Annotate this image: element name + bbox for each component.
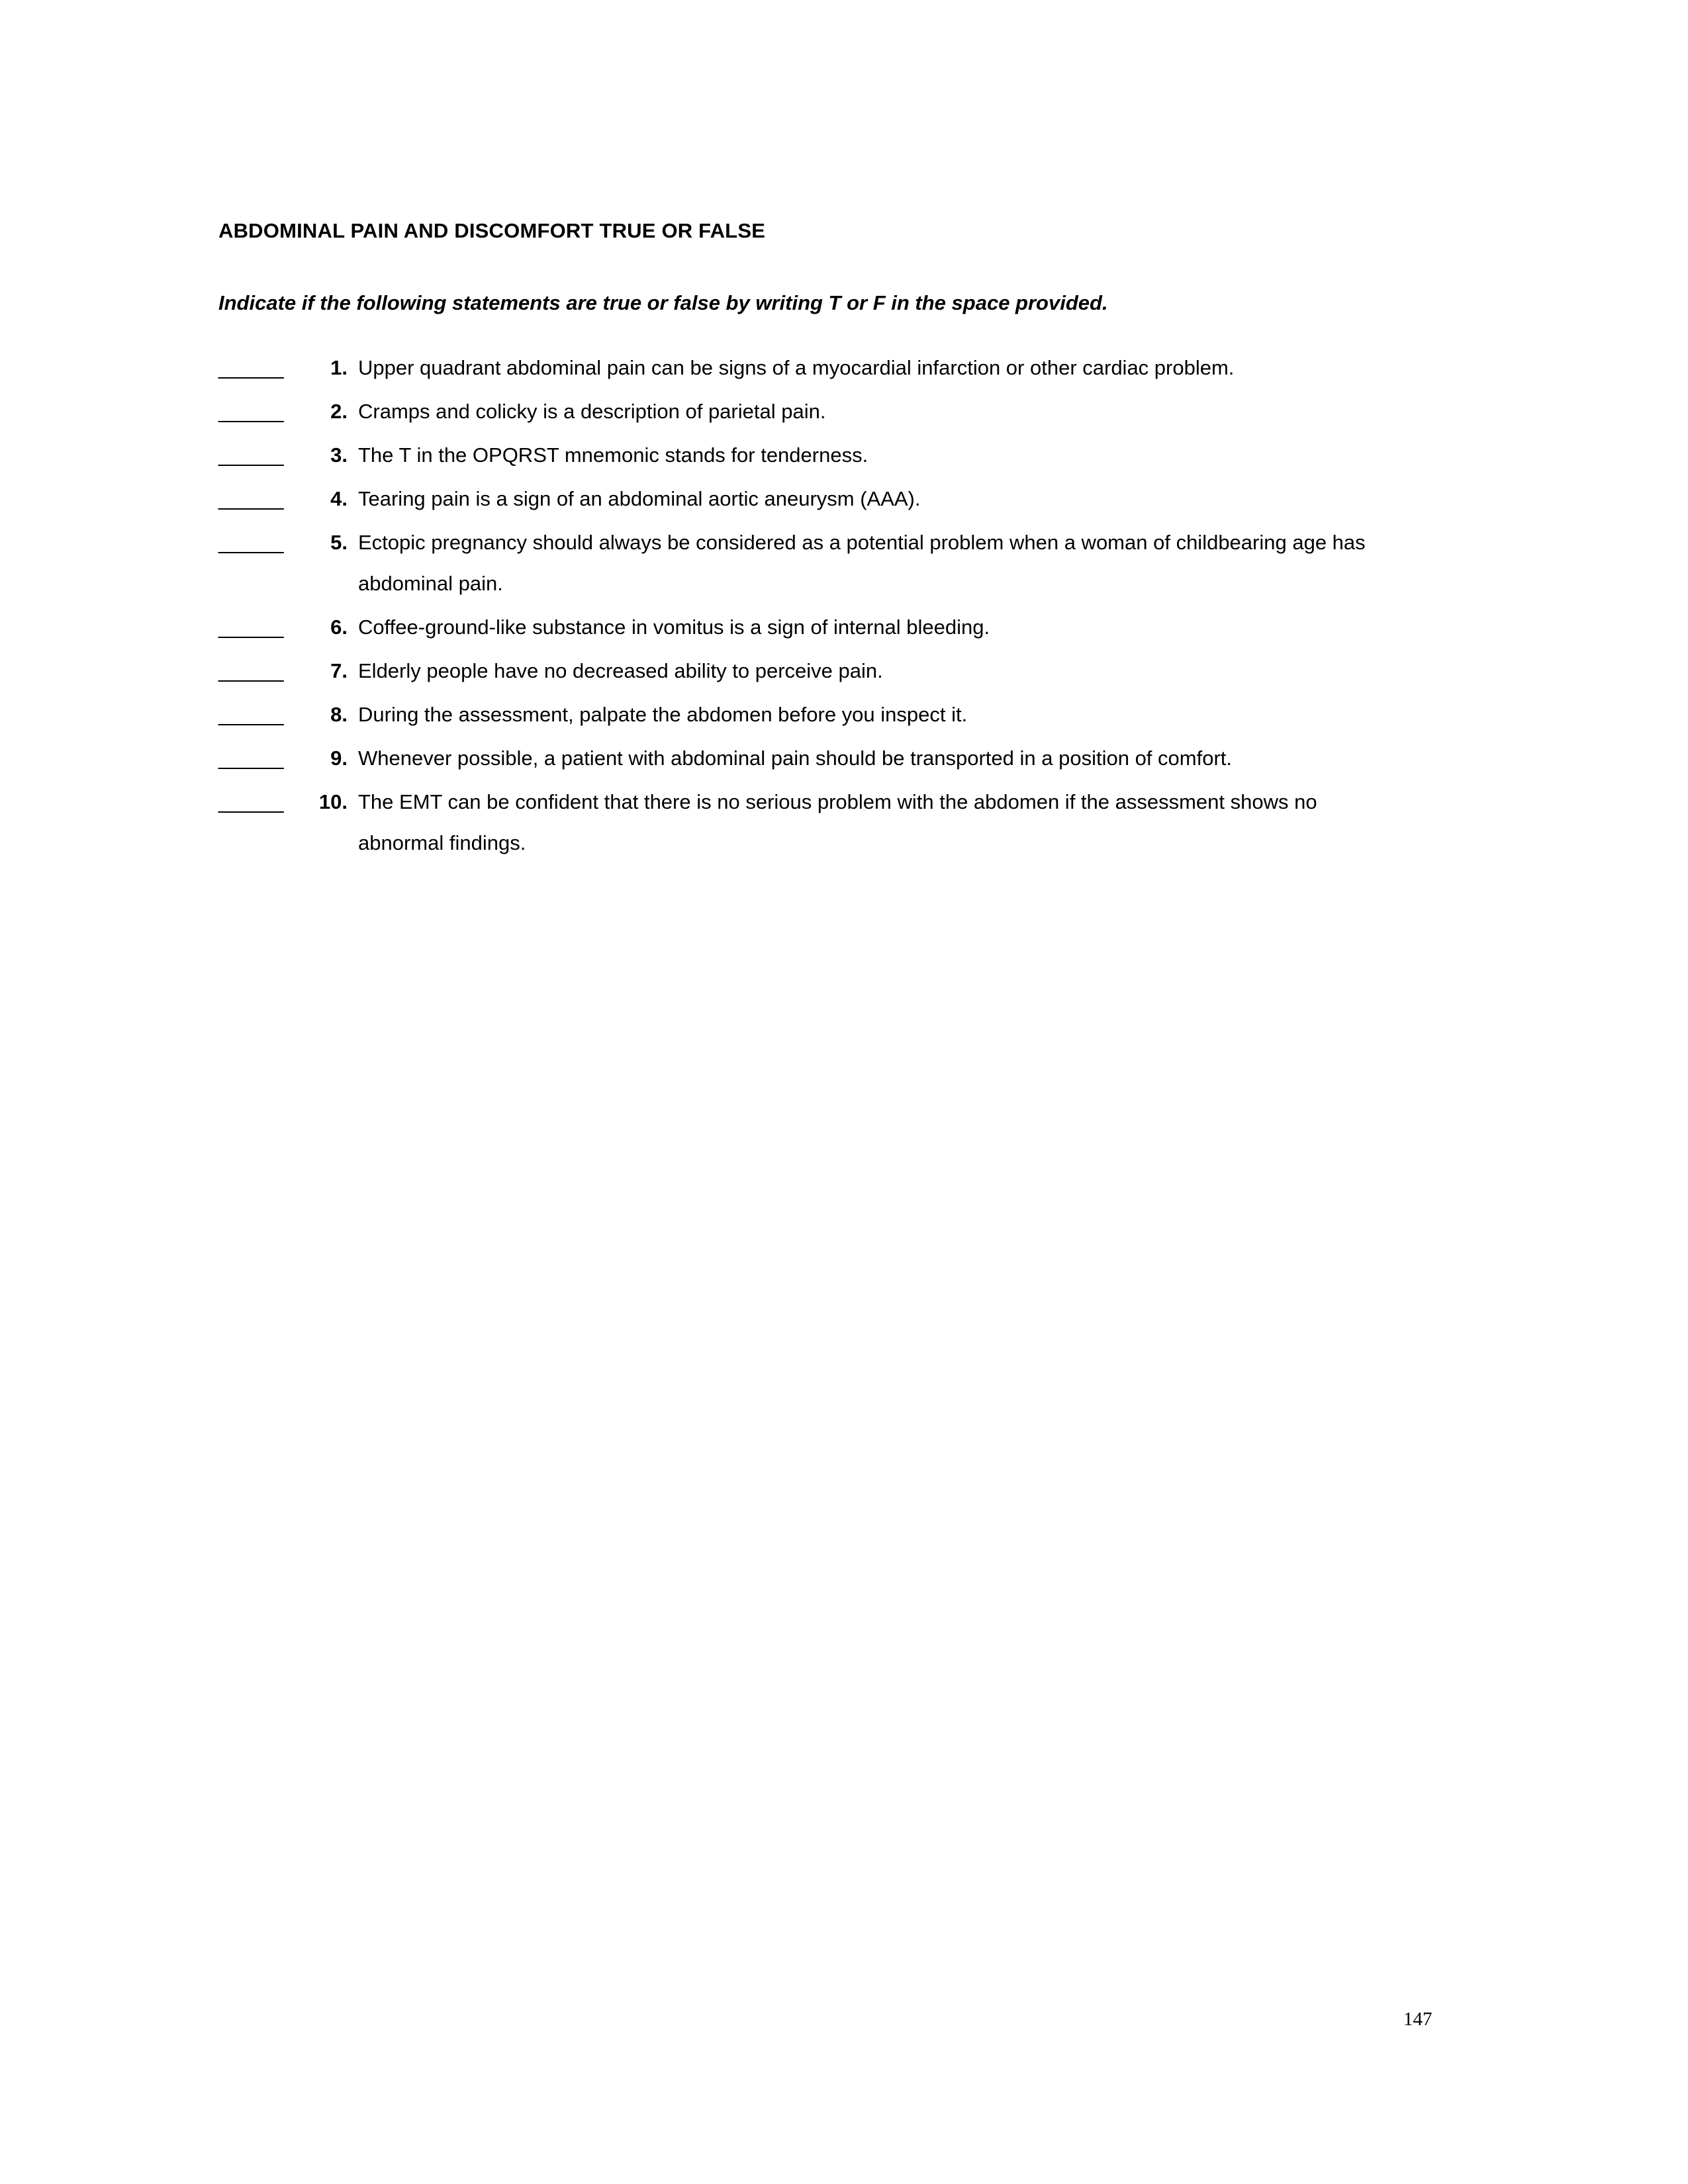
list-item: [218, 694, 1410, 735]
question-text: Cramps and colicky is a description of parietal pain.: [358, 400, 826, 424]
question-number: 7.: [330, 659, 348, 683]
answer-blank[interactable]: ______: [218, 703, 283, 727]
question-text: The EMT can be confident that there is no serious problem with the abdomen if the assessment shows no abnormal findings.: [358, 790, 1317, 855]
question-number: 2.: [330, 400, 348, 424]
list-item: [218, 782, 1410, 864]
question-number: 10.: [318, 790, 348, 814]
answer-blank[interactable]: ______: [218, 443, 283, 467]
answer-blank[interactable]: ______: [218, 615, 283, 639]
document-content: [218, 218, 1410, 866]
question-text: The T in the OPQRST mnemonic stands for tenderness.: [358, 443, 868, 467]
list-item: [218, 391, 1410, 432]
list-item: [218, 738, 1410, 779]
answer-blank[interactable]: ______: [218, 356, 283, 380]
answer-blank[interactable]: ______: [218, 747, 283, 770]
question-text: Coffee-ground-like substance in vomitus is a sign of internal bleeding.: [358, 615, 990, 639]
list-item: [218, 607, 1410, 648]
list-item: [218, 435, 1410, 476]
question-number: 8.: [330, 703, 348, 727]
answer-blank[interactable]: ______: [218, 487, 283, 511]
list-item: [218, 478, 1410, 520]
question-text: Whenever possible, a patient with abdominal pain should be transported in a position of comfort.: [358, 747, 1232, 770]
question-text: Elderly people have no decreased ability to perceive pain.: [358, 659, 883, 683]
page-title: ABDOMINAL PAIN AND DISCOMFORT TRUE OR FALSE: [218, 219, 766, 242]
instructions-text: Indicate if the following statements are true or false by writing T or F in the space provided.: [218, 291, 1108, 315]
question-number: 9.: [330, 747, 348, 770]
answer-blank[interactable]: ______: [218, 531, 283, 555]
question-list: [218, 347, 1410, 864]
question-text: Upper quadrant abdominal pain can be signs of a myocardial infarction or other cardiac problem.: [358, 356, 1235, 380]
answer-blank[interactable]: ______: [218, 790, 283, 814]
question-number: 5.: [330, 531, 348, 555]
question-text: During the assessment, palpate the abdomen before you inspect it.: [358, 703, 968, 727]
question-number: 4.: [330, 487, 348, 511]
question-number: 1.: [330, 356, 348, 380]
question-text: Ectopic pregnancy should always be considered as a potential problem when a woman of childbearing age has abdominal pain.: [358, 531, 1366, 596]
question-number: 3.: [330, 443, 348, 467]
list-item: [218, 522, 1410, 604]
question-text: Tearing pain is a sign of an abdominal aortic aneurysm (AAA).: [358, 487, 921, 511]
list-item: [218, 651, 1410, 692]
answer-blank[interactable]: ______: [218, 659, 283, 683]
list-item: [218, 347, 1410, 388]
question-number: 6.: [330, 615, 348, 639]
answer-blank[interactable]: ______: [218, 400, 283, 424]
page-number: 147: [1403, 2009, 1432, 2030]
